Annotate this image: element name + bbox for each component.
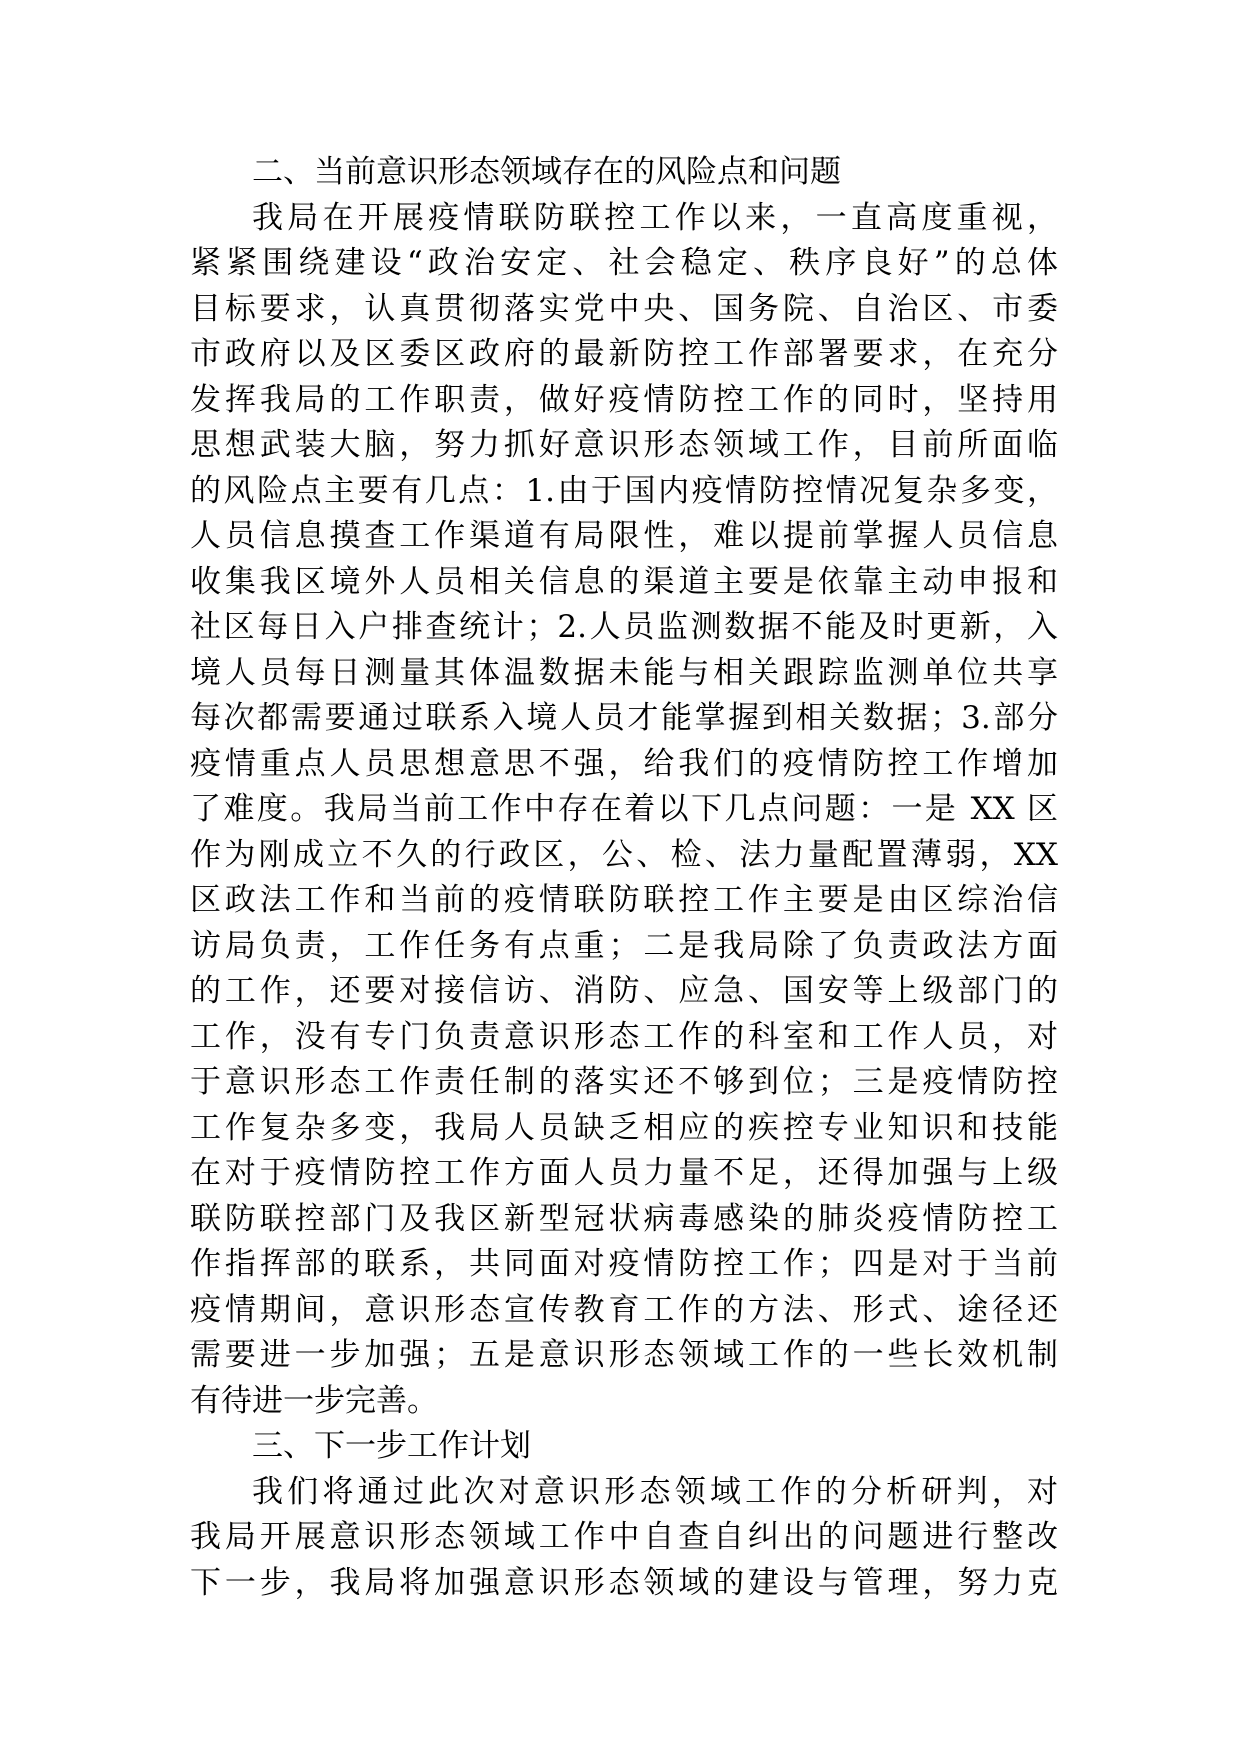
paragraph-line: 的风险点主要有几点：1.由于国内疫情防控情况复杂多变， [190,472,1058,509]
paragraph-line: 疫情期间，意识形态宣传教育工作的方法、形式、途径还 [190,1291,1058,1328]
paragraph-line: 工作，没有专门负责意识形态工作的科室和工作人员，对 [190,1018,1058,1055]
paragraph-line: 作指挥部的联系，共同面对疫情防控工作；四是对于当前 [190,1246,1058,1282]
paragraph-line: 我局开展意识形态领域工作中自查自纠出的问题进行整改 [190,1519,1058,1555]
paragraph-line: 目标要求，认真贯彻落实党中央、国务院、自治区、市委 [190,290,1058,327]
paragraph-line: 社区每日入户排查统计；2.人员监测数据不能及时更新，入 [190,609,1058,645]
paragraph-line: 了难度。我局当前工作中存在着以下几点问题：一是 XX 区 [190,791,1058,827]
document-body [190,150,1058,1606]
paragraph-line: 我们将通过此次对意识形态领域工作的分析研判，对 [252,1473,1058,1510]
paragraph-line: 需要进一步加强；五是意识形态领域工作的一些长效机制 [190,1337,1058,1373]
paragraph-line: 于意识形态工作责任制的落实还不够到位；三是疫情防控 [190,1064,1058,1100]
paragraph-line: 思想武装大脑，努力抓好意识形态领域工作，目前所面临 [190,427,1058,463]
paragraph-line: 境人员每日测量其体温数据未能与相关跟踪监测单位共享 [190,654,1058,691]
paragraph-line: 每次都需要通过联系入境人员才能掌握到相关数据；3.部分 [190,700,1058,736]
paragraph-line: 下一步，我局将加强意识形态领域的建设与管理，努力克 [190,1564,1058,1601]
paragraph-line: 收集我区境外人员相关信息的渠道主要是依靠主动申报和 [190,563,1058,600]
section-heading-3: 三、下一步工作计划 [252,1428,531,1464]
paragraph-line: 紧紧围绕建设“政治安定、社会稳定、秩序良好”的总体 [190,245,1058,281]
paragraph-line: 发挥我局的工作职责，做好疫情防控工作的同时，坚持用 [190,381,1058,418]
paragraph-line: 我局在开展疫情联防联控工作以来，一直高度重视， [252,199,1058,236]
paragraph-line: 市政府以及区委区政府的最新防控工作部署要求，在充分 [190,336,1058,372]
paragraph-line: 工作复杂多变，我局人员缺乏相应的疾控专业知识和技能 [190,1109,1058,1146]
paragraph-line: 联防联控部门及我区新型冠状病毒感染的肺炎疫情防控工 [190,1200,1058,1237]
paragraph-line: 在对于疫情防控工作方面人员力量不足，还得加强与上级 [190,1155,1058,1191]
paragraph-line: 的工作，还要对接信访、消防、应急、国安等上级部门的 [190,973,1058,1009]
paragraph-line: 疫情重点人员思想意思不强，给我们的疫情防控工作增加 [190,745,1058,782]
paragraph-line: 作为刚成立不久的行政区，公、检、法力量配置薄弱，XX [190,836,1058,873]
paragraph-line: 人员信息摸查工作渠道有局限性，难以提前掌握人员信息 [190,518,1058,554]
paragraph-line: 有待进一步完善。 [190,1382,438,1419]
paragraph-line: 访局负责，工作任务有点重；二是我局除了负责政法方面 [190,927,1058,964]
paragraph-line: 区政法工作和当前的疫情联防联控工作主要是由区综治信 [190,882,1058,918]
section-heading-2: 二、当前意识形态领域存在的风险点和问题 [252,154,841,190]
